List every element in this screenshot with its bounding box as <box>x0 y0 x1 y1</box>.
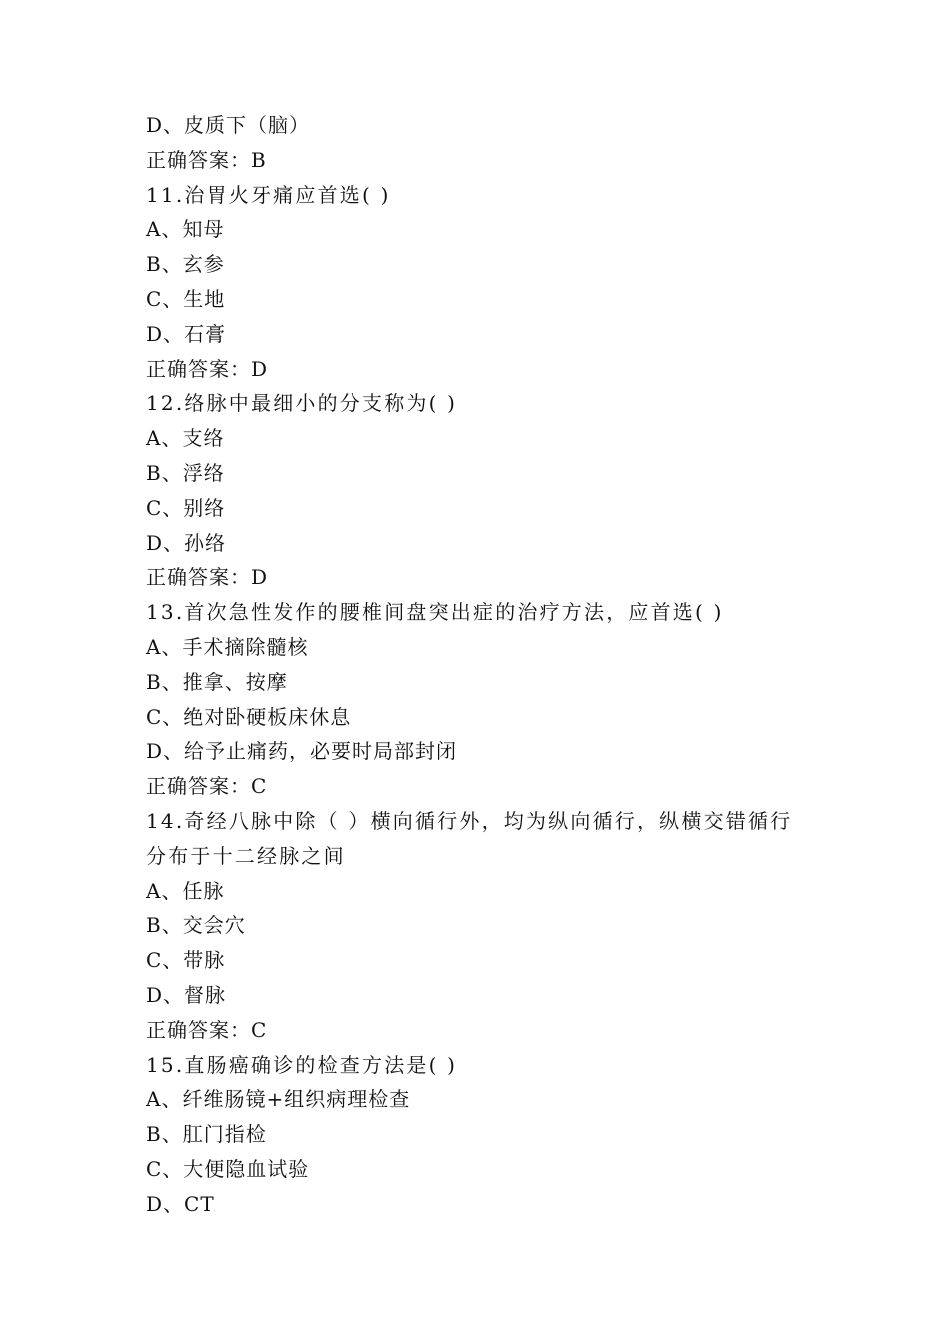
option-line: D、石膏 <box>146 321 227 346</box>
option-line: D、督脉 <box>146 982 227 1007</box>
option-line: C、带脉 <box>146 948 226 973</box>
answer-line: 正确答案：C <box>146 774 268 799</box>
answer-line: 正确答案：B <box>146 147 267 172</box>
option-line: A、纤维肠镜+组织病理检查 <box>146 1087 411 1112</box>
option-line: D、皮质下（脑） <box>146 113 311 137</box>
question-line: 14.奇经八脉中除（ ）横向循行外，均为纵向循行，纵横交错循行 <box>146 808 793 833</box>
option-line: C、别络 <box>146 495 226 520</box>
answer-line: 正确答案：C <box>146 1017 268 1042</box>
question-line: 15.直肠癌确诊的检查方法是( ) <box>146 1052 458 1077</box>
option-line: D、给予止痛药，必要时局部封闭 <box>146 739 458 764</box>
option-line: A、任脉 <box>146 878 225 903</box>
option-line: C、生地 <box>146 286 226 311</box>
question-line: 13.首次急性发作的腰椎间盘突出症的治疗方法，应首选( ) <box>146 600 724 625</box>
question-list <box>146 108 826 1222</box>
answer-line: 正确答案：D <box>146 356 269 381</box>
option-line: D、CT <box>146 1191 215 1216</box>
question-line: 12.络脉中最细小的分支称为( ) <box>146 391 458 416</box>
option-line: A、支络 <box>146 426 225 451</box>
option-line: A、手术摘除髓核 <box>146 634 309 659</box>
option-line: B、交会穴 <box>146 913 246 938</box>
option-line: D、孙络 <box>146 530 227 555</box>
question-line-continued: 分布于十二经脉之间 <box>146 843 346 868</box>
option-line: C、绝对卧硬板床休息 <box>146 704 352 729</box>
question-line: 11.治胃火牙痛应首选( ) <box>146 182 391 207</box>
option-line: B、玄参 <box>146 252 225 277</box>
answer-line: 正确答案：D <box>146 565 269 590</box>
option-line: B、推拿、按摩 <box>146 669 288 694</box>
option-line: C、大便隐血试验 <box>146 1156 310 1181</box>
option-line: B、浮络 <box>146 460 225 485</box>
option-line: A、知母 <box>146 217 225 242</box>
option-line: B、肛门指检 <box>146 1122 267 1147</box>
